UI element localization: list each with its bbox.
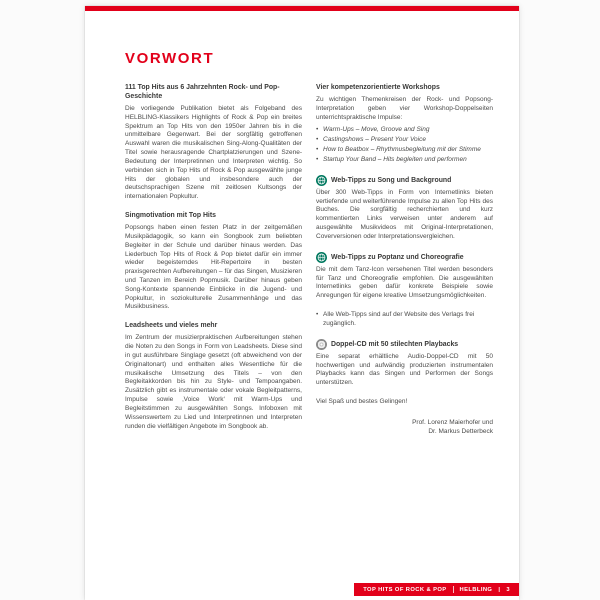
- section-body: Über 300 Web-Tipps in Form von Internetlinks bieten vertiefende und weiterführende Impulse zu allen Top Hits des Buches. Die sorgfältig recherchierten und kurz kommentierten Links verweisen unter anderem auf ausgewählte Musikvideos mit Original-Interpretationen, Coverversionen oder Interpretationsvergleichen.: [316, 188, 493, 240]
- webtipps-dance-badge: [316, 252, 493, 263]
- footer-bar: [354, 583, 519, 596]
- left-column: [125, 84, 302, 441]
- closing-line: Viel Spaß und bestes Gelingen!: [316, 398, 408, 406]
- signature-line: Dr. Markus Detterbeck: [428, 427, 493, 435]
- workshops-list: [316, 126, 493, 164]
- list-item: • How to Beatbox – Rhythmusbegleitung mit der Stimme: [316, 146, 493, 155]
- signature-block: [316, 419, 493, 437]
- footer-series-title: TOP HITS OF ROCK & POP: [363, 586, 447, 593]
- signature-line: Prof. Lorenz Maierhofer und: [412, 418, 493, 426]
- section-body: Die vorliegende Publikation bietet als Folgeband des HELBLING-Klassikers Highlights of Rock & Pop ein breites Spektrum an Top Hits von den 1950er Jahren bis in die unmittelbare Gegenwart. Bei der sorgfältig getroffenen Auswahl waren die musikalischen Sing-Along-Qualitäten der Titel sowie herausragende Chartplatzierungen und Szene-Bedeutung der Interpretinnen und Interpreten wichtig. So verbinden sich in Top Hits of Rock & Pop ausgewählte junge Hits der globalen und insbesondere auch der deutschsprachigen Szene mit zeitlosen Kultsongs der internationalen Popkultur.: [125, 104, 302, 201]
- doppel-cd-badge: [316, 339, 493, 350]
- footer-publisher: HELBLING: [459, 586, 493, 593]
- section-webtipps-dance: [316, 252, 493, 301]
- section-leadsheets: [125, 322, 302, 431]
- webtipps-song-badge: [316, 175, 493, 186]
- list-item: • Warm-Ups – Move, Groove and Sing: [316, 126, 493, 135]
- section-heading: Vier kompetenzorientierte Workshops: [316, 84, 440, 91]
- section-heading: Singmotivation mit Top Hits: [125, 212, 216, 220]
- footer-separator: |: [498, 586, 501, 593]
- badge-label: Web-Tipps zu Poptanz und Choreografie: [331, 253, 464, 261]
- section-webtipps-song: [316, 175, 493, 242]
- section-body: Popsongs haben einen festen Platz in der zeitgemäßen Musikpädagogik, so kann ein Songbook zum beliebten Begleiter in der Schule und darüber hinaus werden. Das Liederbuch Top Hits of Rock & Pop bietet dafür ein immer wieder begeisterndes Hit-Repertoire in besten praxisgerechten Aufbereitungen – für das Singen, Musizieren und Tanzen im Bereich Popmusik. Darüber hinaus geben Song-Kontexte spannende Einblicke in die Jugend- und Popkultur, in soziokulturelle Zusammenhänge und das Musikbusiness.: [125, 224, 302, 311]
- webtipps-note: • Alle Web-Tipps sind auf der Website des Verlags frei zugänglich.: [316, 311, 493, 329]
- section-doppel-cd: [316, 339, 493, 388]
- section-body: Im Zentrum der musizierpraktischen Aufbereitungen stehen die Noten zu den Songs in Form von Leadsheets. Diese sind in gut ausführbare Singlage gesetzt (oft abweichend von der Originaltonart) und enthalten alles Wesentliche für die musikalische Umsetzung des Titels – von den Begleitakkorden bis hin zu Style- und Tempoangaben. Zusätzlich gibt es instrumentale oder vokale Begleitpatterns, Impulse sowie ‚Voice Work‘ mit Warm-Ups und Begleitstimmen zu ausgewählten Songs. Infoboxen mit Wissenswertem zu Lied und Interpretinnen und Interpreten runden die vielfältigen Angebote im Songbook ab.: [125, 334, 302, 430]
- web-globe-icon: [316, 175, 327, 186]
- footer-page-number: 3: [506, 586, 510, 593]
- section-heading: 111 Top Hits aus 6 Jahrzehnten Rock- und Pop-Geschichte: [125, 84, 280, 100]
- section-body: Eine separat erhältliche Audio-Doppel-CD mit 50 hochwertigen und aufwändig produzierten instrumentalen Playbacks kann das Singen und Performen der Songs unterstützen.: [316, 352, 493, 387]
- badge-label: Web-Tipps zu Song und Background: [331, 176, 452, 184]
- book-page: [85, 6, 519, 600]
- footer-divider: [453, 586, 454, 593]
- right-column: [316, 84, 493, 437]
- page-title: VORWORT: [125, 50, 215, 67]
- section-workshops: [316, 84, 493, 165]
- page-top-accent-bar: [85, 6, 519, 11]
- section-heading: Leadsheets und vieles mehr: [125, 322, 218, 330]
- section-top-hits: [125, 84, 302, 202]
- section-singmotivation: [125, 212, 302, 312]
- workshops-intro: Zu wichtigen Themenkreisen der Rock- und Popsong-Interpretation geben vier Workshop-Doppelseiten unterrichtspraktische Impulse:: [316, 95, 493, 121]
- web-globe-icon: [316, 252, 327, 263]
- cd-icon: [316, 339, 327, 350]
- list-item: • Startup Your Band – Hits begleiten und performen: [316, 156, 493, 165]
- section-body: Die mit dem Tanz-Icon versehenen Titel werden besonders für Tanz und Choreografie empfohlen. Die ausgewählten Internetlinks geben dafür konkrete Beispiele sowie Anregungen für eigene kreative Umsetzungsmöglichkeiten.: [316, 265, 493, 300]
- list-item: • Castingshows – Present Your Voice: [316, 136, 493, 145]
- badge-label: Doppel-CD mit 50 stilechten Playbacks: [331, 340, 459, 348]
